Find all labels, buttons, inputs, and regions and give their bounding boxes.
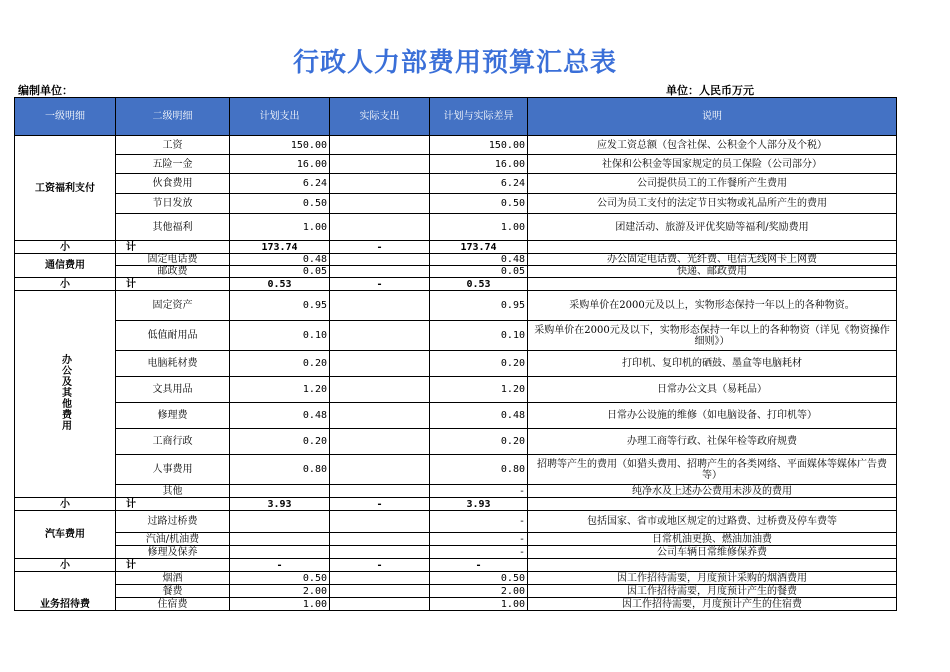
desc-cell[interactable]: 采购单价在2000元及以下，实物形态保持一年以上的各种物资（详见《物资操作细则》） xyxy=(528,321,897,351)
table-row xyxy=(15,585,897,598)
compiling-unit-label: 编制单位： xyxy=(18,84,73,97)
plan-cell[interactable] xyxy=(230,511,330,533)
item-cell[interactable]: 电脑耗材费 xyxy=(116,351,230,377)
item-cell[interactable]: 其他福利 xyxy=(116,214,230,241)
desc-cell[interactable]: 公司为员工支付的法定节日实物或礼品所产生的费用 xyxy=(528,194,897,214)
item-cell[interactable]: 住宿费 xyxy=(116,598,230,611)
category-cell[interactable] xyxy=(15,291,116,498)
item-cell[interactable]: 烟酒 xyxy=(116,572,230,585)
diff-cell[interactable]: - xyxy=(430,485,528,498)
item-cell[interactable]: 固定电话费 xyxy=(116,254,230,266)
actual-cell[interactable] xyxy=(330,266,430,278)
diff-cell[interactable]: 1.00 xyxy=(430,214,528,241)
desc-cell[interactable]: 因工作招待需要，月度预计产生的住宿费 xyxy=(528,598,897,611)
budget-table xyxy=(14,97,897,611)
actual-cell[interactable] xyxy=(330,351,430,377)
diff-cell[interactable]: 0.10 xyxy=(430,321,528,351)
plan-cell[interactable]: 0.80 xyxy=(230,455,330,485)
plan-cell[interactable]: 0.48 xyxy=(230,254,330,266)
plan-cell[interactable] xyxy=(230,546,330,559)
plan-cell[interactable]: 0.48 xyxy=(230,403,330,429)
plan-cell[interactable]: 1.00 xyxy=(230,214,330,241)
actual-cell[interactable] xyxy=(330,174,430,194)
table-row xyxy=(15,455,897,485)
currency-unit-label: 单位：人民币万元 xyxy=(666,84,754,97)
item-cell[interactable]: 工商行政 xyxy=(116,429,230,455)
diff-cell[interactable]: - xyxy=(430,546,528,559)
subtotal-plan[interactable]: 173.74 xyxy=(230,241,330,254)
diff-cell[interactable]: 0.95 xyxy=(430,291,528,321)
table-row xyxy=(15,485,897,498)
actual-cell[interactable] xyxy=(330,572,430,585)
subtotal-actual[interactable]: - xyxy=(330,559,430,572)
item-cell[interactable]: 汽油/机油费 xyxy=(116,533,230,546)
diff-cell[interactable]: 0.50 xyxy=(430,194,528,214)
subtotal-actual[interactable]: - xyxy=(330,498,430,511)
desc-cell[interactable]: 公司车辆日常维修保养费 xyxy=(528,546,897,559)
plan-cell[interactable]: 16.00 xyxy=(230,155,330,174)
actual-cell[interactable] xyxy=(330,485,430,498)
header-planned[interactable]: 计划支出 xyxy=(230,98,330,136)
category-cell[interactable]: 通信费用 xyxy=(15,254,116,278)
actual-cell[interactable] xyxy=(330,136,430,155)
desc-cell[interactable]: 快递、邮政费用 xyxy=(528,266,897,278)
table-row xyxy=(15,572,897,585)
table-row xyxy=(15,377,897,403)
actual-cell[interactable] xyxy=(330,254,430,266)
diff-cell[interactable]: 0.50 xyxy=(430,572,528,585)
item-cell[interactable]: 人事费用 xyxy=(116,455,230,485)
diff-cell[interactable]: 0.20 xyxy=(430,429,528,455)
table-row xyxy=(15,214,897,241)
actual-cell[interactable] xyxy=(330,511,430,533)
plan-cell[interactable]: 0.50 xyxy=(230,572,330,585)
subtotal-label-b: 计 xyxy=(116,498,230,511)
item-cell[interactable]: 修理费 xyxy=(116,403,230,429)
table-row xyxy=(15,266,897,278)
table-row xyxy=(15,533,897,546)
desc-cell[interactable]: 应发工资总额（包含社保、公积金个人部分及个税） xyxy=(528,136,897,155)
plan-cell[interactable]: 2.00 xyxy=(230,585,330,598)
desc-cell[interactable]: 日常办公设施的维修（如电脑设备、打印机等） xyxy=(528,403,897,429)
item-cell[interactable]: 固定资产 xyxy=(116,291,230,321)
category-cell[interactable]: 业务招待费 xyxy=(15,572,116,611)
table-row xyxy=(15,598,897,611)
subtotal-label-b: 计 xyxy=(116,278,230,291)
actual-cell[interactable] xyxy=(330,429,430,455)
plan-cell[interactable]: 1.00 xyxy=(230,598,330,611)
subtotal-diff[interactable]: 0.53 xyxy=(430,278,528,291)
table-row xyxy=(15,136,897,155)
subtotal-row xyxy=(15,498,897,511)
table-row xyxy=(15,174,897,194)
desc-cell[interactable]: 办公固定电话费、光纤费、电信无线网卡上网费 xyxy=(528,254,897,266)
subtotal-diff[interactable]: 173.74 xyxy=(430,241,528,254)
diff-cell[interactable]: 0.20 xyxy=(430,351,528,377)
subtotal-diff[interactable]: 3.93 xyxy=(430,498,528,511)
header-level2[interactable]: 二级明细 xyxy=(116,98,230,136)
table-row xyxy=(15,155,897,174)
desc-cell[interactable]: 采购单价在2000元及以上，实物形态保持一年以上的各种物资。 xyxy=(528,291,897,321)
desc-cell[interactable]: 日常办公文具（易耗品） xyxy=(528,377,897,403)
item-cell[interactable]: 邮政费 xyxy=(116,266,230,278)
header-row xyxy=(15,98,897,136)
subtotal-label-a: 小 xyxy=(15,278,116,291)
subtotal-label-a: 小 xyxy=(15,241,116,254)
subtotal-desc[interactable] xyxy=(528,559,897,572)
desc-cell[interactable]: 社保和公积金等国家规定的员工保险（公司部分） xyxy=(528,155,897,174)
subtotal-actual[interactable]: - xyxy=(330,278,430,291)
item-cell[interactable]: 修理及保养 xyxy=(116,546,230,559)
actual-cell[interactable] xyxy=(330,533,430,546)
subtotal-row xyxy=(15,278,897,291)
desc-cell[interactable]: 因工作招待需要，月度预计采购的烟酒费用 xyxy=(528,572,897,585)
actual-cell[interactable] xyxy=(330,585,430,598)
diff-cell[interactable]: 6.24 xyxy=(430,174,528,194)
item-cell[interactable]: 文具用品 xyxy=(116,377,230,403)
subtotal-plan[interactable]: 3.93 xyxy=(230,498,330,511)
plan-cell[interactable]: 0.20 xyxy=(230,429,330,455)
header-actual[interactable]: 实际支出 xyxy=(330,98,430,136)
actual-cell[interactable] xyxy=(330,598,430,611)
category-vertical-label: 办公及其他费用 xyxy=(59,354,71,431)
table-row xyxy=(15,429,897,455)
category-cell[interactable]: 工资福利支付 xyxy=(15,136,116,241)
subtotal-row xyxy=(15,559,897,572)
plan-cell[interactable]: 0.20 xyxy=(230,351,330,377)
table-row xyxy=(15,321,897,351)
item-cell[interactable]: 工资 xyxy=(116,136,230,155)
desc-cell[interactable]: 团建活动、旅游及评优奖励等福利/奖励费用 xyxy=(528,214,897,241)
subtotal-desc[interactable] xyxy=(528,498,897,511)
plan-cell[interactable]: 0.10 xyxy=(230,321,330,351)
actual-cell[interactable] xyxy=(330,194,430,214)
table-row xyxy=(15,351,897,377)
header-level1[interactable]: 一级明细 xyxy=(15,98,116,136)
subtotal-diff[interactable]: - xyxy=(430,559,528,572)
desc-cell[interactable]: 打印机、复印机的硒鼓、墨盒等电脑耗材 xyxy=(528,351,897,377)
item-cell[interactable]: 低值耐用品 xyxy=(116,321,230,351)
desc-cell[interactable]: 包括国家、省市或地区规定的过路费、过桥费及停车费等 xyxy=(528,511,897,533)
table-row xyxy=(15,194,897,214)
diff-cell[interactable]: 16.00 xyxy=(430,155,528,174)
subtotal-label-a: 小 xyxy=(15,559,116,572)
subtotal-row xyxy=(15,241,897,254)
subtotal-plan[interactable]: 0.53 xyxy=(230,278,330,291)
subtotal-plan[interactable]: - xyxy=(230,559,330,572)
diff-cell[interactable]: 2.00 xyxy=(430,585,528,598)
diff-cell[interactable]: 0.80 xyxy=(430,455,528,485)
diff-cell[interactable]: - xyxy=(430,511,528,533)
table-row xyxy=(15,511,897,533)
actual-cell[interactable] xyxy=(330,155,430,174)
subtotal-actual[interactable]: - xyxy=(330,241,430,254)
plan-cell[interactable] xyxy=(230,485,330,498)
item-cell[interactable]: 其他 xyxy=(116,485,230,498)
table-row xyxy=(15,403,897,429)
subtotal-desc[interactable] xyxy=(528,278,897,291)
item-cell[interactable]: 五险一金 xyxy=(116,155,230,174)
diff-cell[interactable]: 1.00 xyxy=(430,598,528,611)
actual-cell[interactable] xyxy=(330,455,430,485)
table-row xyxy=(15,546,897,559)
plan-cell[interactable]: 0.05 xyxy=(230,266,330,278)
plan-cell[interactable]: 150.00 xyxy=(230,136,330,155)
desc-cell[interactable]: 办理工商等行政、社保年检等政府规费 xyxy=(528,429,897,455)
diff-cell[interactable]: 0.48 xyxy=(430,403,528,429)
diff-cell[interactable]: 1.20 xyxy=(430,377,528,403)
subtotal-label-b: 计 xyxy=(116,559,230,572)
diff-cell[interactable]: - xyxy=(430,533,528,546)
diff-cell[interactable]: 150.00 xyxy=(430,136,528,155)
plan-cell[interactable]: 0.50 xyxy=(230,194,330,214)
plan-cell[interactable]: 1.20 xyxy=(230,377,330,403)
item-cell[interactable]: 节日发放 xyxy=(116,194,230,214)
item-cell[interactable]: 伙食费用 xyxy=(116,174,230,194)
actual-cell[interactable] xyxy=(330,291,430,321)
table-row xyxy=(15,291,897,321)
actual-cell[interactable] xyxy=(330,403,430,429)
subtotal-desc[interactable] xyxy=(528,241,897,254)
table-row xyxy=(15,254,897,266)
category-cell[interactable]: 汽车费用 xyxy=(15,511,116,559)
header-description[interactable]: 说明 xyxy=(528,98,897,136)
actual-cell[interactable] xyxy=(330,546,430,559)
desc-cell[interactable]: 日常机油更换、燃油加油费 xyxy=(528,533,897,546)
actual-cell[interactable] xyxy=(330,377,430,403)
diff-cell[interactable]: 0.48 xyxy=(430,254,528,266)
item-cell[interactable]: 过路过桥费 xyxy=(116,511,230,533)
subtotal-label-b: 计 xyxy=(116,241,230,254)
diff-cell[interactable]: 0.05 xyxy=(430,266,528,278)
actual-cell[interactable] xyxy=(330,321,430,351)
header-difference[interactable]: 计划与实际差异 xyxy=(430,98,528,136)
item-cell[interactable]: 餐费 xyxy=(116,585,230,598)
plan-cell[interactable] xyxy=(230,533,330,546)
desc-cell[interactable]: 公司提供员工的工作餐所产生费用 xyxy=(528,174,897,194)
subtotal-label-a: 小 xyxy=(15,498,116,511)
desc-cell[interactable]: 因工作招待需要，月度预计产生的餐费 xyxy=(528,585,897,598)
desc-cell[interactable]: 纯净水及上述办公费用未涉及的费用 xyxy=(528,485,897,498)
page-title: 行政人力部费用预算汇总表 xyxy=(292,48,617,78)
actual-cell[interactable] xyxy=(330,214,430,241)
desc-cell[interactable]: 招聘等产生的费用（如猎头费用、招聘产生的各类网络、平面媒体等媒体广告费等） xyxy=(528,455,897,485)
plan-cell[interactable]: 0.95 xyxy=(230,291,330,321)
plan-cell[interactable]: 6.24 xyxy=(230,174,330,194)
